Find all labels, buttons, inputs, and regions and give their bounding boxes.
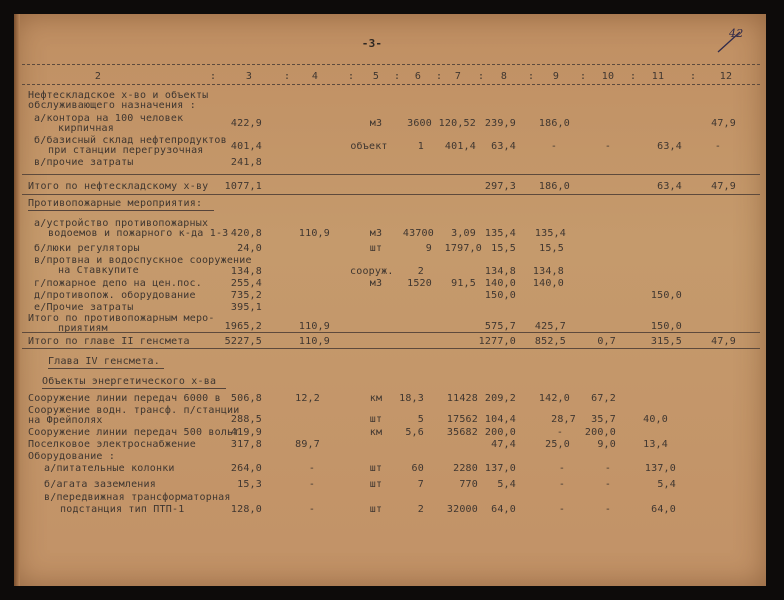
cell-c11: 63,4 <box>657 181 682 192</box>
col-separators: : <box>348 71 355 82</box>
cell-c9: 852,5 <box>534 336 566 347</box>
cell-c11: 150,0 <box>650 321 682 332</box>
col-9-header: 9 <box>552 71 560 82</box>
cell-c3: 735,2 <box>230 290 262 301</box>
cell-c5: шт <box>369 243 383 254</box>
cell-c3: 241,8 <box>230 157 262 168</box>
row-label: на Фрейполях <box>28 415 103 426</box>
cell-c7: 32000 <box>446 504 478 515</box>
cell-c8: 209,2 <box>484 393 516 404</box>
cell-c5: шт <box>369 414 383 425</box>
col-6-header: 6 <box>414 71 422 82</box>
col-separators: : <box>690 71 697 82</box>
col-separators: : <box>580 71 587 82</box>
cell-c3: 422,9 <box>230 118 262 129</box>
cell-c5: шт <box>369 463 383 474</box>
cell-c12: 47,9 <box>711 181 736 192</box>
cell-c3: 5227,5 <box>224 336 262 347</box>
heading-underline <box>28 210 214 211</box>
cell-c7: 1797,0 <box>444 243 482 254</box>
cell-c7: 35682 <box>446 427 478 438</box>
cell-c11: 315,5 <box>650 336 682 347</box>
cell-c11: 137,0 <box>644 463 676 474</box>
cell-c11: 5,4 <box>657 479 676 490</box>
cell-c3: 255,4 <box>230 278 262 289</box>
cell-c6: 5 <box>417 414 424 425</box>
row-label: Поселковое электроснабжение <box>28 439 196 450</box>
cell-c8: 200,0 <box>484 427 516 438</box>
row-label: б/базисный склад нефтепродуктов <box>34 135 227 146</box>
row-label: при станции перегрузочная <box>48 145 204 156</box>
row-label: б/агата заземления <box>44 479 156 490</box>
cell-c8: 1277,0 <box>478 336 516 347</box>
row-label: приятиям <box>58 323 108 334</box>
cell-c10: - <box>604 141 612 152</box>
row-label: водоемов и пожарного к-да 1-3 <box>48 228 229 239</box>
cell-c10: - <box>604 463 612 474</box>
col-10-header: 10 <box>601 71 615 82</box>
cell-c8: 134,8 <box>484 266 516 277</box>
cell-c5: объект <box>350 141 388 152</box>
cell-c7: 2280 <box>453 463 478 474</box>
cell-c6: 9 <box>425 243 432 254</box>
cell-c10: 200,0 <box>584 427 616 438</box>
section-heading: обслуживающего назначения : <box>28 100 196 111</box>
cell-c11: 63,4 <box>657 141 682 152</box>
cell-c4: - <box>308 504 316 515</box>
cell-c9: - <box>558 504 566 515</box>
cell-c8: 5,4 <box>497 479 516 490</box>
col-separators: : <box>478 71 485 82</box>
cell-c5: км <box>369 393 383 404</box>
col-5-header: 5 <box>372 71 380 82</box>
page-number: -3- <box>361 37 383 50</box>
cell-c11: 64,0 <box>651 504 676 515</box>
cell-c8: 239,9 <box>484 118 516 129</box>
cell-c9: 135,4 <box>534 228 566 239</box>
cell-c8: 15,5 <box>491 243 516 254</box>
col-separators: : <box>528 71 535 82</box>
cell-c9: 142,0 <box>538 393 570 404</box>
cell-c4: 110,9 <box>298 321 330 332</box>
cell-c3: 128,0 <box>230 504 262 515</box>
cell-c4: 110,9 <box>298 336 330 347</box>
cell-c7: 11428 <box>446 393 478 404</box>
col-separators: : <box>630 71 637 82</box>
cell-c5: км <box>369 427 383 438</box>
cell-c12: 47,9 <box>711 118 736 129</box>
row-label: подстанция тип ПТП-1 <box>60 504 185 515</box>
heading-underline <box>42 388 226 389</box>
cell-c9: 25,0 <box>545 439 570 450</box>
cell-c6: 2 <box>417 504 424 515</box>
cell-c6: 1520 <box>407 278 432 289</box>
cell-c4: 12,2 <box>295 393 320 404</box>
section-rule <box>22 348 760 349</box>
cell-c3: 419,9 <box>230 427 262 438</box>
cell-c8: 104,4 <box>484 414 516 425</box>
cell-c9: - <box>556 427 564 438</box>
cell-c3: 401,4 <box>230 141 262 152</box>
cell-c9: 186,0 <box>538 181 570 192</box>
cell-c7: 770 <box>459 479 478 490</box>
section-heading: Объекты энергетического х-ва <box>42 376 217 387</box>
row-label: Сооружение линии передач 500 вольт <box>28 427 240 438</box>
cell-c9: - <box>550 141 558 152</box>
cell-c6: 18,3 <box>399 393 424 404</box>
row-label: д/противопож. оборудование <box>34 290 196 301</box>
col-8-header: 8 <box>500 71 508 82</box>
col-separators: : <box>436 71 443 82</box>
row-label: в/протвна и водоспускное сооружение <box>34 255 252 266</box>
cell-c5: шт <box>369 504 383 515</box>
cell-c6: 7 <box>417 479 424 490</box>
cell-c3: 288,5 <box>230 414 262 425</box>
section-heading: Противопожарные мероприятия: <box>28 198 203 209</box>
row-label: в/передвижная трансформаторная <box>44 492 231 503</box>
cell-c3: 15,3 <box>237 479 262 490</box>
cell-c5: м3 <box>369 278 383 289</box>
cell-c11: 150,0 <box>650 290 682 301</box>
row-label: Сооружение водн. трансф. п/станции <box>28 405 240 416</box>
cell-c8: 575,7 <box>484 321 516 332</box>
cell-c9: 28,7 <box>551 414 576 425</box>
cell-c9: 140,0 <box>532 278 564 289</box>
section-heading: Нефтескладское х-во и объекты <box>28 90 209 101</box>
header-rule-bottom <box>22 84 760 85</box>
heading-underline <box>48 368 164 369</box>
row-label: кирпичная <box>58 123 114 134</box>
cell-c4: - <box>308 479 316 490</box>
cell-c3: 264,0 <box>230 463 262 474</box>
row-label: Итого по главе II генсмета <box>28 336 190 347</box>
cell-c3: 1077,1 <box>224 181 262 192</box>
cell-c10: 67,2 <box>591 393 616 404</box>
cell-c6: 3600 <box>407 118 432 129</box>
cell-c3: 24,0 <box>237 243 262 254</box>
section-heading: Оборудование : <box>28 451 116 462</box>
cell-c12: 47,9 <box>711 336 736 347</box>
cell-c8: 135,4 <box>484 228 516 239</box>
row-label: б/люки регуляторы <box>34 243 140 254</box>
row-label: в/прочие затраты <box>34 157 134 168</box>
row-label: г/пожарное депо на цен.пос. <box>34 278 202 289</box>
cell-c9: - <box>558 479 566 490</box>
cell-c4: 89,7 <box>295 439 320 450</box>
col-separators: : <box>394 71 401 82</box>
row-label: а/питательные колонки <box>44 463 175 474</box>
cell-c7: 120,52 <box>438 118 476 129</box>
row-label: а/устройство противопожарных <box>34 218 209 229</box>
cell-c5: м3 <box>369 118 383 129</box>
cell-c5: м3 <box>369 228 383 239</box>
cell-c6: 5,6 <box>405 427 424 438</box>
document-page <box>14 14 766 586</box>
header-rule-top <box>22 64 760 65</box>
cell-c9: 186,0 <box>538 118 570 129</box>
folio-number: 42 <box>729 27 744 40</box>
cell-c5: сооруж. <box>350 266 394 277</box>
cell-c10: - <box>604 479 612 490</box>
col-4-header: 4 <box>311 71 319 82</box>
cell-c3: 134,8 <box>230 266 262 277</box>
col-2-header: 2 <box>94 71 102 82</box>
cell-c8: 137,0 <box>484 463 516 474</box>
cell-c6: 1 <box>417 141 424 152</box>
section-rule <box>22 174 760 175</box>
cell-c6: 43700 <box>402 228 434 239</box>
section-rule <box>22 332 760 333</box>
cell-c7: 17562 <box>446 414 478 425</box>
cell-c8: 297,3 <box>484 181 516 192</box>
cell-c3: 506,8 <box>230 393 262 404</box>
row-label: Сооружение линии передач 6000 в <box>28 393 221 404</box>
cell-c12: - <box>714 141 722 152</box>
row-label: Итого по нефтескладскому х-ву <box>28 181 209 192</box>
cell-c9: 15,5 <box>539 243 564 254</box>
cell-c10: - <box>604 504 612 515</box>
row-label: Итого по противопожарным меро- <box>28 313 215 324</box>
cell-c10: 35,7 <box>591 414 616 425</box>
cell-c8: 47,4 <box>491 439 516 450</box>
cell-c8: 64,0 <box>491 504 516 515</box>
col-3-header: 3 <box>245 71 253 82</box>
cell-c6: 60 <box>411 463 424 474</box>
col-separators: : <box>210 71 217 82</box>
cell-c7: 91,5 <box>451 278 476 289</box>
page-binding-edge <box>14 14 20 586</box>
cell-c3: 395,1 <box>230 302 262 313</box>
cell-c7: 401,4 <box>444 141 476 152</box>
cell-c11: 13,4 <box>643 439 668 450</box>
cell-c7: 3,09 <box>451 228 476 239</box>
cell-c11: 40,0 <box>643 414 668 425</box>
cell-c10: 0,7 <box>597 336 616 347</box>
col-12-header: 12 <box>719 71 733 82</box>
cell-c5: шт <box>369 479 383 490</box>
row-label: а/контора на 100 человек <box>34 113 184 124</box>
cell-c9: 425,7 <box>534 321 566 332</box>
cell-c8: 150,0 <box>484 290 516 301</box>
cell-c9: 134,8 <box>532 266 564 277</box>
col-separators: : <box>284 71 291 82</box>
row-label: е/Прочие затраты <box>34 302 134 313</box>
cell-c4: - <box>308 463 316 474</box>
chapter-title: Глава IV генсмета. <box>48 356 160 367</box>
cell-c10: 9,0 <box>597 439 616 450</box>
cell-c3: 1965,2 <box>224 321 262 332</box>
cell-c8: 140,0 <box>484 278 516 289</box>
cell-c8: 63,4 <box>491 141 516 152</box>
cell-c9: - <box>558 463 566 474</box>
cell-c6: 2 <box>417 266 424 277</box>
cell-c3: 420,8 <box>230 228 262 239</box>
col-11-header: 11 <box>651 71 665 82</box>
cell-c4: 110,9 <box>298 228 330 239</box>
row-label: на Ставкупите <box>58 265 139 276</box>
section-rule <box>22 194 760 195</box>
col-7-header: 7 <box>454 71 462 82</box>
cell-c3: 317,8 <box>230 439 262 450</box>
